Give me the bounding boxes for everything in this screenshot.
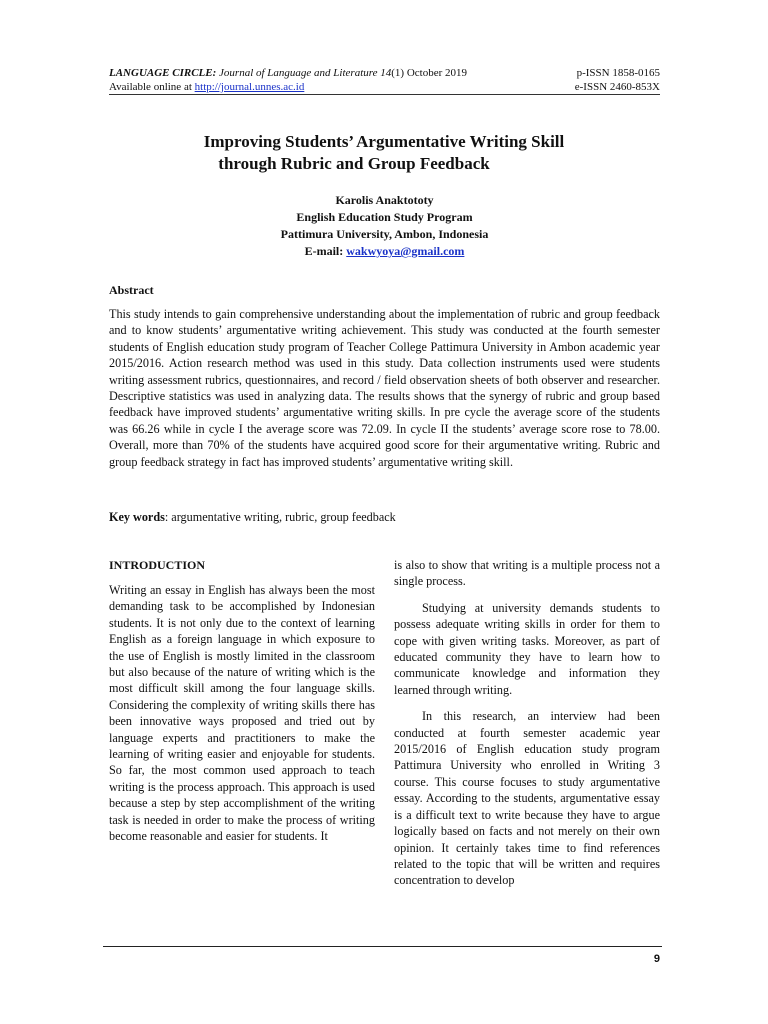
e-issn: e-ISSN 2460-853X (574, 81, 660, 93)
journal-issue: (1) October 2019 (391, 67, 468, 79)
author-email-line (109, 243, 660, 260)
right-paragraph-3: In this research, an interview had been conducted at fourth semester academic year 2015/2016 of English education study program Pattimura University who enrolled in Writing 3 course. This course focuses to study argumentative essay. According to the students, argumentative essay is a difficult text to write because they have to argue logically based on facts and not merely on their own opinion. It certainly takes time to find references related to the topic that will be written and requires concentration to develop (394, 709, 660, 888)
journal-subtitle: Journal of Language and Literature 14 (219, 67, 392, 79)
introduction-heading: INTRODUCTION (109, 558, 206, 572)
journal-url-link[interactable]: http://journal.unnes.ac.id (194, 81, 305, 93)
email-label: E-mail: (304, 244, 347, 258)
left-paragraph: Writing an essay in English has always been the most demanding task to be accomplished by Indonesian students. It is not only due to the context of learning English as a foreign language in which exposure to the use of English is mostly limited in the classroom but also because of the nature of writing which is the most difficult skill among the four language skills. Considering the complexity of writing skills there has been innovative ways proposed and tried out by language experts and practitioners to make the learning of writing easier and enjoyable for students. So far, the most common used approach to teach writing is the process approach. This approach is used because a step by step accomplishment of the writing task is needed in order to make the process of writing become reasonable and easier for students. It (109, 583, 375, 844)
right-paragraph-2: Studying at university demands students to possess adequate writing skills in order for them to cope with given writing tasks. Moreover, as part of educated community they have to learn how to communicate knowledge and information they learned through writing. (394, 600, 660, 697)
journal-availability-line (109, 80, 660, 94)
journal-header-line (109, 66, 660, 80)
footer-divider (103, 946, 662, 947)
author-department: English Education Study Program (296, 210, 473, 224)
keywords-list: : argumentative writing, rubric, group feedback (164, 510, 396, 524)
paper-title (100, 131, 668, 175)
author-affiliation: Pattimura University, Ambon, Indonesia (280, 227, 489, 241)
page-number: 9 (653, 953, 660, 965)
keywords-label: Key words (109, 510, 165, 524)
right-column (394, 557, 660, 899)
header-divider (109, 94, 660, 95)
author-block (109, 192, 660, 260)
keywords-line (109, 510, 660, 525)
journal-name: LANGUAGE CIRCLE: (109, 67, 217, 79)
author-email-link[interactable]: wakwyoya@gmail.com (346, 244, 465, 258)
abstract-heading: Abstract (109, 283, 154, 297)
right-paragraph-1: is also to show that writing is a multiple process not a single process. (394, 558, 660, 589)
abstract-text: This study intends to gain comprehensive understanding about the implementation of rubric and group feedback and to know students’ argumentative writing achievement. This study was conducted at the fourth semester students of English education study program of Teacher College Pattimura University in Ambon academic year 2015/2016. Action research method was used in this study. Data collection instruments used were students writing assessment rubrics, questionnaires, and record / field observation sheets of both observer and researcher. Descriptive statistics was used in analyzing data. The results shows that the synergy of rubric and group based feedback have improved students’ argumentative writing skills. In pre cycle the average score of the students was 66.26 while in cycle I the average score was 72.09. In cycle II the students’ average score rose to 78.00. Overall, more than 70% of the students have acquired good score for their argumentative writing. Rubric and group feedback strategy in fact has improved students’ argumentative writing skill. (109, 307, 660, 469)
p-issn: p-ISSN 1858-0165 (576, 67, 660, 79)
author-name: Karolis Anaktototy (335, 193, 434, 207)
left-column (109, 557, 375, 855)
title-line-2: through Rubric and Group Feedback (218, 154, 490, 173)
title-line-1: Improving Students’ Argumentative Writing Skill (203, 132, 565, 151)
available-online-label: Available online at (109, 81, 195, 93)
